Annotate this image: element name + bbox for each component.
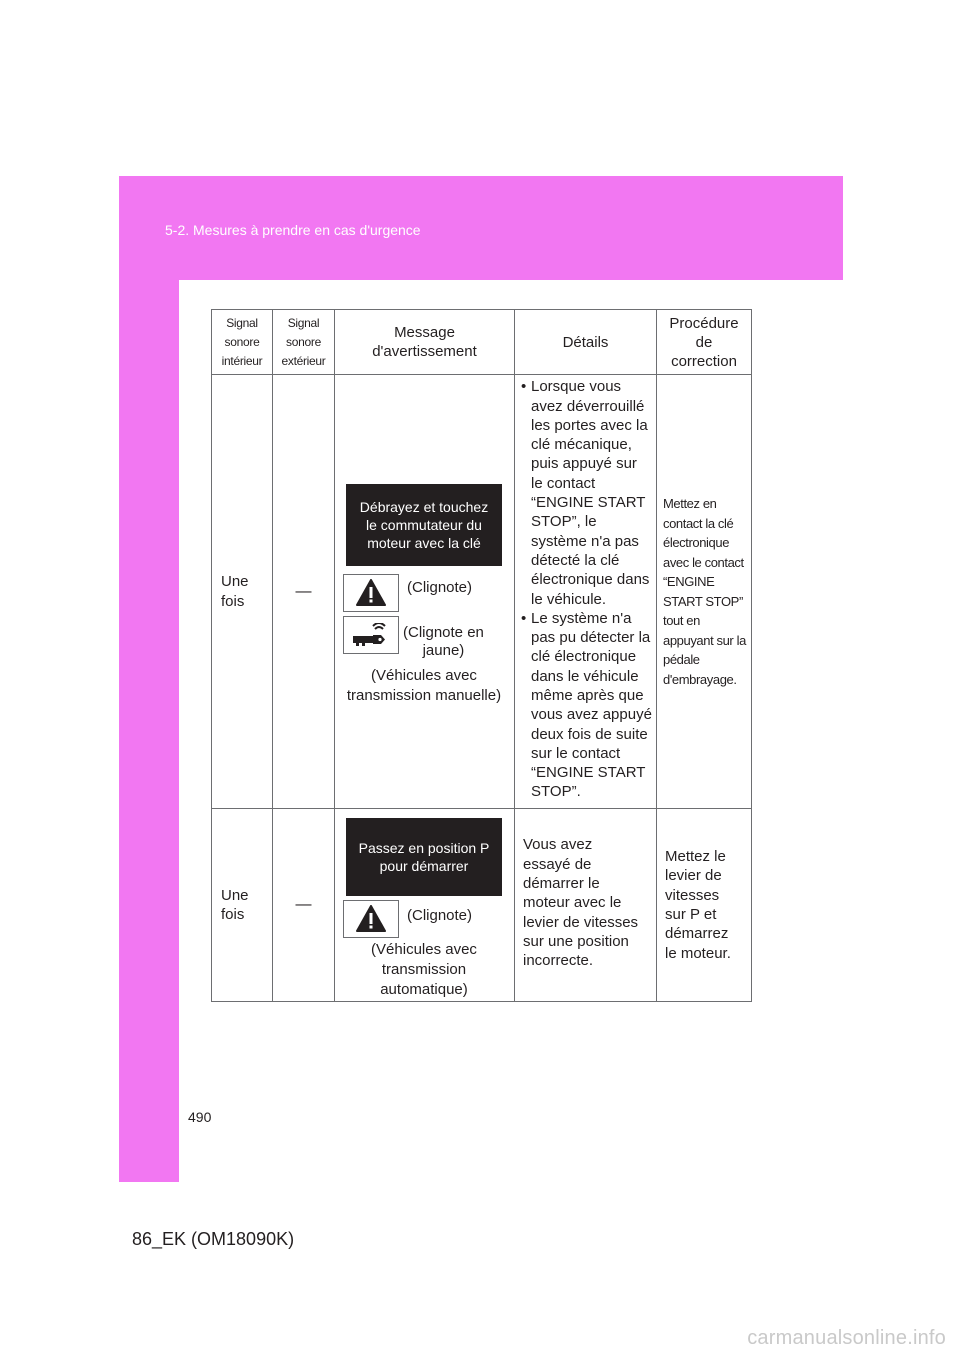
side-band [119, 280, 179, 1182]
watermark: carmanualsonline.info [747, 1327, 946, 1349]
smart-key-icon [343, 616, 399, 654]
warning-triangle-icon [343, 900, 399, 938]
multi-info-display: Débrayez et touchez le commutateur du moteur avec la clé [346, 484, 502, 566]
warning-table [211, 309, 752, 1002]
details-cell [515, 375, 657, 809]
blink-label: (Clignote) [407, 906, 473, 924]
interior-buzzer-cell: Une fois [212, 809, 273, 1002]
table-row [212, 809, 752, 1002]
header-warning-message: Message d'avertissement [335, 310, 515, 375]
header-correction: Procédure de correction [657, 310, 752, 375]
list-item: • Lorsque vous avez déverrouillé les portes avec la clé mécanique, puis appuyé sur le contact “ENGINE START STOP”, le système n'a pas détecté la clé électronique dans le véhicule. [521, 378, 650, 608]
exterior-buzzer-cell: — [273, 809, 335, 1002]
document-code: 86_EK (OM18090K) [132, 1229, 295, 1249]
table-row [212, 375, 752, 809]
warning-triangle-icon [343, 574, 399, 612]
multi-info-display: Passez en position P pour démarrer [346, 818, 502, 896]
blink-label: (Clignote) [407, 578, 473, 596]
table-header-row [212, 310, 752, 375]
header-interior-buzzer: Signal sonore intérieur [212, 310, 273, 375]
section-title: 5-2. Mesures à prendre en cas d'urgence [165, 222, 421, 238]
exterior-buzzer-cell: — [273, 375, 335, 809]
interior-buzzer-cell: Une fois [212, 375, 273, 809]
header-exterior-buzzer: Signal sonore extérieur [273, 310, 335, 375]
list-item: • Le système n'a pas pu détecter la clé électronique dans le véhicule même après que vous avez appuyé deux fois de suite sur le contact “ENGINE START STOP”. [521, 609, 652, 801]
blink-yellow-label: (Clignote en jaune) [403, 623, 484, 659]
details-cell: Vous avez essayé de démarrer le moteur avec le levier de vitesses sur une position incorrecte. [515, 809, 657, 1002]
page-number: 490 [188, 1109, 212, 1125]
vehicle-note: (Véhicules avec transmission manuelle) [346, 666, 502, 704]
warning-message-cell [335, 809, 515, 1002]
vehicle-note: (Véhicules avec transmission automatique) [371, 940, 477, 998]
header-details: Détails [515, 310, 657, 375]
warning-message-cell [335, 375, 515, 809]
correction-cell: Mettez le levier de vitesses sur P et démarrez le moteur. [657, 809, 752, 1002]
correction-cell: Mettez en contact la clé électronique avec le contact “ENGINE START STOP” tout en appuyant sur la pédale d'embrayage. [657, 375, 752, 809]
